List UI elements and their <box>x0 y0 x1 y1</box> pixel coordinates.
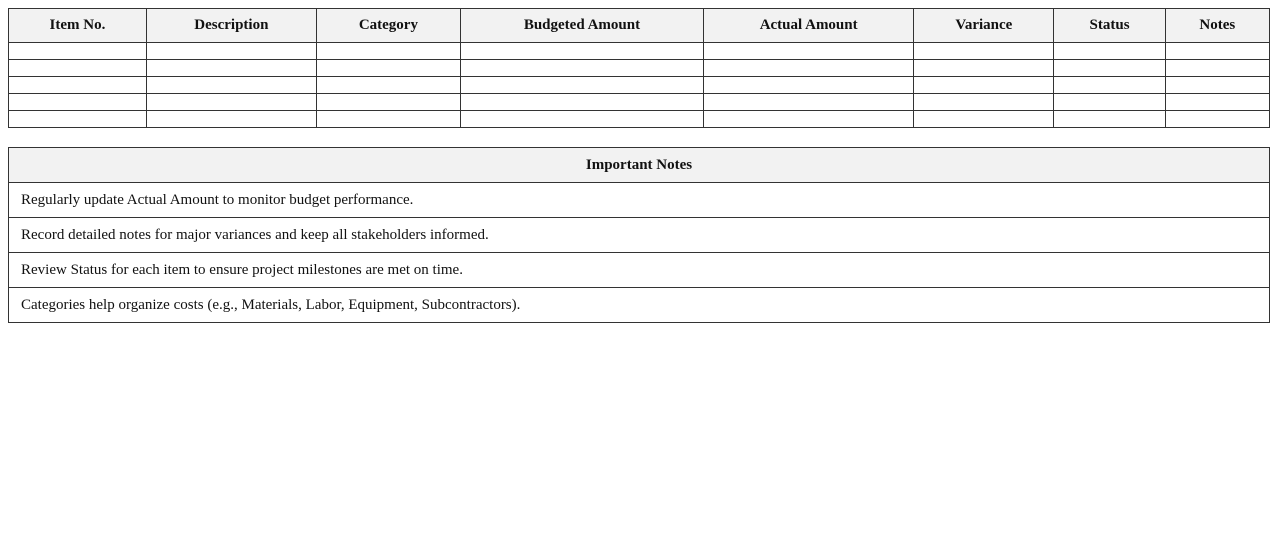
note-row <box>9 288 1270 323</box>
cell-budgeted-amount[interactable] <box>460 77 703 94</box>
table-row <box>9 60 1270 77</box>
cell-budgeted-amount[interactable] <box>460 111 703 128</box>
note-row <box>9 218 1270 253</box>
cell-description[interactable] <box>146 111 316 128</box>
note-row <box>9 253 1270 288</box>
note-item: Review Status for each item to ensure project milestones are met on time. <box>9 253 1270 288</box>
cell-budgeted-amount[interactable] <box>460 60 703 77</box>
notes-title: Important Notes <box>9 148 1270 183</box>
cell-notes[interactable] <box>1165 43 1269 60</box>
cell-item-no[interactable] <box>9 60 147 77</box>
notes-header-row <box>9 148 1270 183</box>
col-item-no: Item No. <box>9 9 147 43</box>
cell-variance[interactable] <box>914 43 1054 60</box>
col-description: Description <box>146 9 316 43</box>
table-row <box>9 94 1270 111</box>
note-item: Record detailed notes for major variances and keep all stakeholders informed. <box>9 218 1270 253</box>
cell-variance[interactable] <box>914 60 1054 77</box>
note-item: Regularly update Actual Amount to monitor budget performance. <box>9 183 1270 218</box>
cell-description[interactable] <box>146 43 316 60</box>
cell-actual-amount[interactable] <box>704 111 914 128</box>
cell-description[interactable] <box>146 60 316 77</box>
cell-notes[interactable] <box>1165 60 1269 77</box>
table-row <box>9 77 1270 94</box>
cell-item-no[interactable] <box>9 77 147 94</box>
cell-notes[interactable] <box>1165 77 1269 94</box>
cell-category[interactable] <box>316 60 460 77</box>
cell-actual-amount[interactable] <box>704 60 914 77</box>
cell-item-no[interactable] <box>9 94 147 111</box>
table-row <box>9 111 1270 128</box>
note-item: Categories help organize costs (e.g., Materials, Labor, Equipment, Subcontractors). <box>9 288 1270 323</box>
col-actual-amount: Actual Amount <box>704 9 914 43</box>
cell-item-no[interactable] <box>9 43 147 60</box>
cell-status[interactable] <box>1054 43 1165 60</box>
cell-category[interactable] <box>316 43 460 60</box>
cell-description[interactable] <box>146 77 316 94</box>
cell-status[interactable] <box>1054 111 1165 128</box>
budget-table <box>8 8 1270 128</box>
cell-variance[interactable] <box>914 94 1054 111</box>
cell-status[interactable] <box>1054 77 1165 94</box>
cell-variance[interactable] <box>914 77 1054 94</box>
cell-variance[interactable] <box>914 111 1054 128</box>
cell-category[interactable] <box>316 77 460 94</box>
important-notes-table <box>8 147 1270 323</box>
cell-category[interactable] <box>316 111 460 128</box>
col-category: Category <box>316 9 460 43</box>
cell-notes[interactable] <box>1165 111 1269 128</box>
cell-description[interactable] <box>146 94 316 111</box>
cell-budgeted-amount[interactable] <box>460 94 703 111</box>
cell-status[interactable] <box>1054 94 1165 111</box>
cell-actual-amount[interactable] <box>704 43 914 60</box>
col-budgeted-amount: Budgeted Amount <box>460 9 703 43</box>
cell-budgeted-amount[interactable] <box>460 43 703 60</box>
col-variance: Variance <box>914 9 1054 43</box>
table-row <box>9 43 1270 60</box>
col-notes: Notes <box>1165 9 1269 43</box>
col-status: Status <box>1054 9 1165 43</box>
note-row <box>9 183 1270 218</box>
cell-category[interactable] <box>316 94 460 111</box>
cell-actual-amount[interactable] <box>704 77 914 94</box>
cell-status[interactable] <box>1054 60 1165 77</box>
header-row <box>9 9 1270 43</box>
cell-item-no[interactable] <box>9 111 147 128</box>
cell-actual-amount[interactable] <box>704 94 914 111</box>
cell-notes[interactable] <box>1165 94 1269 111</box>
